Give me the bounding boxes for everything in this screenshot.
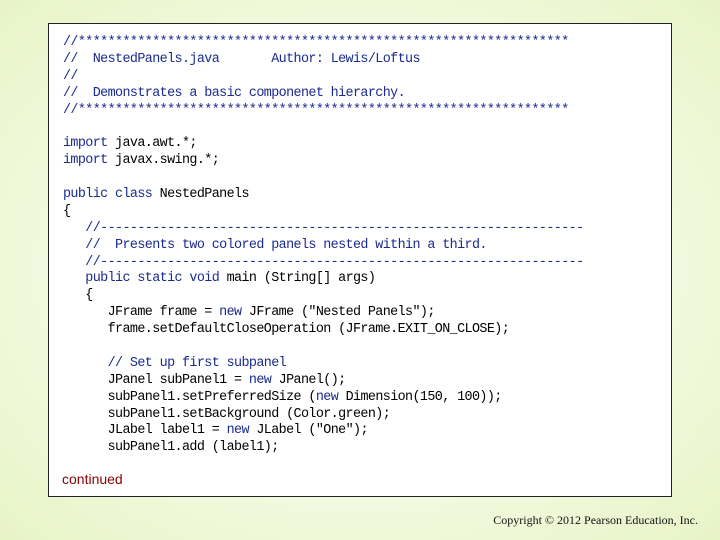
code-line [63, 86, 584, 103]
code-line [63, 390, 584, 407]
code-comment: // Presents two colored panels nested within a third. [63, 237, 487, 253]
code-text: frame.setDefaultCloseOperation (JFrame.EXIT_ON_CLOSE); [63, 322, 510, 338]
code-keyword: new [219, 305, 242, 321]
code-keyword: import [63, 136, 108, 152]
code-text: { [63, 203, 71, 219]
code-comment: //****************************************************************** [63, 35, 569, 50]
code-text: subPanel1.setPreferredSize ( [63, 389, 316, 405]
code-text: javax.swing.*; [107, 153, 220, 169]
code-text: JPanel subPanel1 = [63, 372, 249, 388]
code-line [63, 187, 584, 204]
code-comment: //----------------------------------------------------------------- [63, 254, 584, 270]
code-text: main (String[] args) [219, 271, 376, 287]
copyright-notice: Copyright © 2012 Pearson Education, Inc. [493, 513, 698, 527]
code-line [63, 52, 584, 69]
code-line [63, 339, 584, 356]
code-comment: Panels.java Author: Lewis/Loftus [137, 51, 420, 67]
code-line [63, 288, 584, 305]
code-line [63, 69, 584, 86]
code-text: JLabel ("One"); [248, 423, 368, 439]
code-line [63, 119, 584, 136]
code-line [63, 204, 584, 221]
code-line [63, 407, 584, 424]
code-line [63, 35, 584, 52]
code-comment: // Nested [63, 51, 138, 67]
code-keyword: public class [63, 187, 153, 203]
code-comment: // Demonstrates a basic componenet hierarchy. [63, 85, 406, 101]
code-text: Dimension(150, 100)); [338, 389, 502, 405]
code-keyword: new [248, 372, 272, 388]
code-line [63, 103, 584, 120]
code-text: JPanel(); [271, 372, 346, 388]
code-listing [63, 35, 584, 457]
code-line [63, 373, 584, 390]
code-text: subPanel1.setBackground (Color.green); [63, 406, 391, 422]
code-line [63, 170, 584, 187]
code-line [63, 136, 584, 153]
code-comment: // Set up first subpanel [63, 355, 287, 371]
code-keyword: import [63, 153, 108, 169]
code-line [63, 305, 584, 322]
code-line [63, 238, 584, 255]
code-line [63, 440, 584, 457]
code-listing-box [48, 23, 672, 497]
continued-label: continued [62, 471, 123, 487]
code-text: NestedPanels [152, 187, 249, 203]
code-comment: //****************************************************************** [63, 102, 569, 118]
code-keyword: public static void [63, 271, 220, 287]
code-text: JLabel label1 = [63, 423, 227, 439]
code-comment: //----------------------------------------------------------------- [63, 220, 584, 236]
code-keyword: new [315, 389, 339, 405]
code-line [63, 153, 584, 170]
code-line [63, 322, 584, 339]
code-line [63, 221, 584, 238]
code-comment: // [63, 68, 78, 84]
code-line [63, 356, 584, 373]
code-text: JFrame frame = [63, 305, 220, 321]
code-line [63, 271, 584, 288]
code-text: JFrame ("Nested Panels"); [241, 305, 435, 321]
code-keyword: new [226, 423, 249, 439]
code-text: { [63, 288, 93, 304]
code-text: subPanel1.add (label1); [63, 440, 279, 456]
code-text: java.awt.*; [107, 136, 197, 152]
code-line [63, 423, 584, 440]
code-line [63, 255, 584, 272]
